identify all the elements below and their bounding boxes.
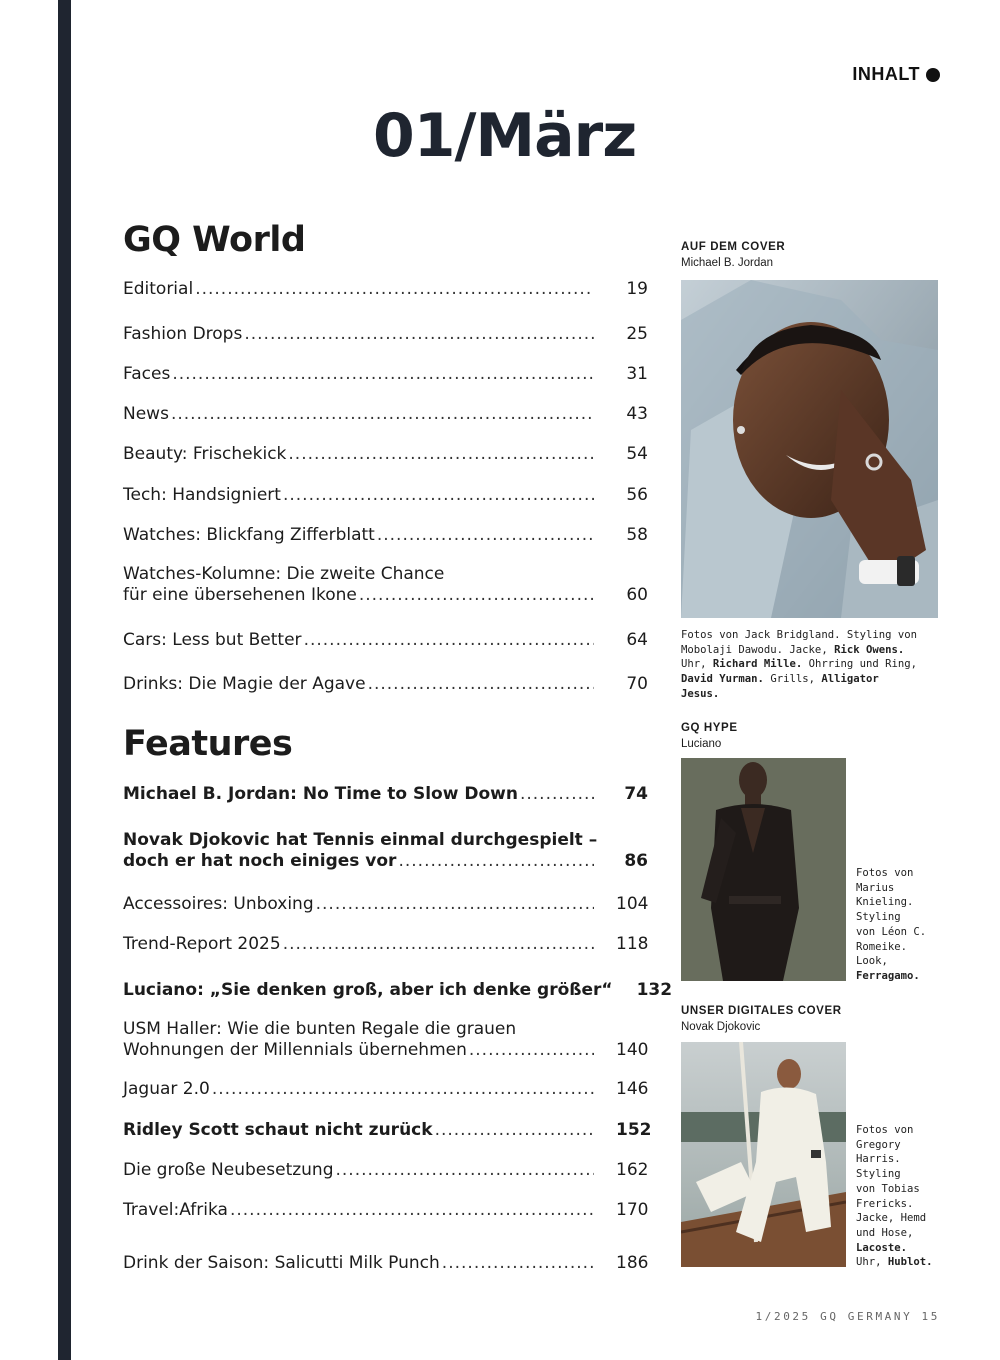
cover-caption-subject: Michael B. Jordan — [681, 257, 774, 269]
toc-entry[interactable] — [123, 1200, 648, 1221]
digital-cover-caption-heading: UNSER DIGITALES COVER — [681, 1005, 842, 1017]
toc-page-number: 60 — [626, 585, 648, 605]
toc-entry[interactable] — [123, 1019, 648, 1061]
toc-page-number: 132 — [636, 980, 673, 1000]
toc-entry[interactable] — [123, 1079, 648, 1100]
toc-title: Fashion Drops — [123, 324, 243, 344]
toc-page-number: 118 — [616, 934, 649, 954]
hype-caption-subject: Luciano — [681, 738, 722, 750]
toc-page-number: 162 — [616, 1160, 649, 1180]
toc-title: Travel:Afrika — [123, 1200, 228, 1220]
toc-entry[interactable] — [123, 894, 648, 915]
toc-page-number: 74 — [624, 784, 648, 804]
toc-title: Tech: Handsigniert — [123, 485, 281, 505]
cover-photo-credit: Fotos von Jack Bridgland. Styling von Mobolaji Dawodu. Jacke, Rick Owens. Uhr, Richard Mille. Ohrring und Ring, David Yurman. Grills, Alligator Jesus. — [681, 629, 918, 700]
toc-page-number: 43 — [626, 404, 648, 424]
toc-entry[interactable] — [123, 674, 648, 695]
section-label-text: INHALT — [852, 64, 920, 84]
toc-page-number: 186 — [616, 1253, 649, 1273]
toc-entry[interactable] — [123, 934, 648, 955]
toc-title: Editorial — [123, 279, 194, 299]
toc-page-number: 56 — [626, 485, 648, 505]
toc-title: Trend-Report 2025 — [123, 934, 281, 954]
toc-entry[interactable] — [123, 525, 648, 546]
toc-entry[interactable] — [123, 1160, 648, 1181]
cover-photo[interactable] — [681, 280, 938, 618]
toc-entry[interactable] — [123, 784, 648, 805]
toc-page-number: 58 — [626, 525, 648, 545]
toc-entry[interactable] — [123, 324, 648, 345]
toc-entry[interactable] — [123, 404, 648, 425]
toc-page-number: 25 — [626, 324, 648, 344]
toc-page-number: 70 — [626, 674, 648, 694]
toc-title: News — [123, 404, 169, 424]
toc-entry[interactable] — [123, 1120, 652, 1141]
toc-title-line1: USM Haller: Wie die bunten Regale die grauen — [123, 1019, 517, 1039]
toc-title: Ridley Scott schaut nicht zurück — [123, 1120, 433, 1140]
toc-title: Watches: Blickfang Zifferblatt — [123, 525, 375, 545]
digital-cover-caption-subject: Novak Djokovic — [681, 1021, 761, 1033]
hype-photo[interactable] — [681, 758, 846, 981]
toc-title: Drinks: Die Magie der Agave — [123, 674, 366, 694]
toc-page-number: 31 — [626, 364, 648, 384]
toc-entry[interactable] — [123, 630, 648, 651]
hype-caption-heading: GQ HYPE — [681, 722, 738, 734]
toc-entry[interactable] — [123, 1253, 648, 1274]
toc-page-number: 146 — [616, 1079, 649, 1099]
toc-title: für eine übersehenen Ikone — [123, 585, 357, 605]
toc-entry[interactable] — [123, 485, 648, 506]
toc-title-line1: Novak Djokovic hat Tennis einmal durchgespielt – — [123, 830, 598, 850]
issue-title: 01/März — [373, 101, 637, 171]
section-heading-gq-world: GQ World — [123, 220, 306, 260]
toc-title: Cars: Less but Better — [123, 630, 302, 650]
toc-entry[interactable] — [123, 564, 648, 606]
toc-page-number: 152 — [616, 1120, 652, 1140]
section-label — [852, 64, 940, 85]
toc-title: Jaguar 2.0 — [123, 1079, 210, 1099]
page-footer: 1/2025 GQ GERMANY 15 — [755, 1310, 940, 1323]
toc-title: Accessoires: Unboxing — [123, 894, 314, 914]
toc-page-number: 170 — [616, 1200, 649, 1220]
section-heading-features: Features — [123, 724, 293, 764]
digital-cover-photo-credit: Fotos von Gregory Harris. Styling von Tobias Frericks. Jacke, Hemd und Hose, Lacoste. Uhr, Hublot. — [856, 1124, 933, 1269]
toc-title: Die große Neubesetzung — [123, 1160, 334, 1180]
toc-page-number: 19 — [626, 279, 648, 299]
toc-entry[interactable] — [123, 830, 648, 872]
toc-title: Michael B. Jordan: No Time to Slow Down — [123, 784, 518, 804]
toc-title: Luciano: „Sie denken groß, aber ich denke größer“ — [123, 980, 613, 1000]
toc-entry[interactable] — [123, 444, 648, 465]
digital-cover-photo[interactable] — [681, 1042, 846, 1267]
toc-title: Faces — [123, 364, 171, 384]
toc-entry[interactable] — [123, 364, 648, 385]
cover-caption-heading: AUF DEM COVER — [681, 241, 786, 253]
toc-page-number: 54 — [626, 444, 648, 464]
toc-title: Beauty: Frischekick — [123, 444, 287, 464]
toc-title: Drink der Saison: Salicutti Milk Punch — [123, 1253, 440, 1273]
toc-title-line1: Watches-Kolumne: Die zweite Chance — [123, 564, 445, 584]
toc-page-number: 64 — [626, 630, 648, 650]
toc-title: Wohnungen der Millennials übernehmen — [123, 1040, 467, 1060]
toc-entry[interactable] — [123, 980, 673, 1001]
bullet-dot-icon — [926, 68, 940, 82]
toc-entry[interactable] — [123, 279, 648, 300]
page-spine-bar — [58, 0, 71, 1360]
toc-page-number: 86 — [624, 851, 648, 871]
hype-photo-credit: Fotos von Marius Knieling. Styling von Léon C. Romeike. Look, Ferragamo. — [856, 867, 927, 982]
toc-page-number: 140 — [616, 1040, 649, 1060]
toc-title: doch er hat noch einiges vor — [123, 851, 397, 871]
toc-page-number: 104 — [616, 894, 649, 914]
